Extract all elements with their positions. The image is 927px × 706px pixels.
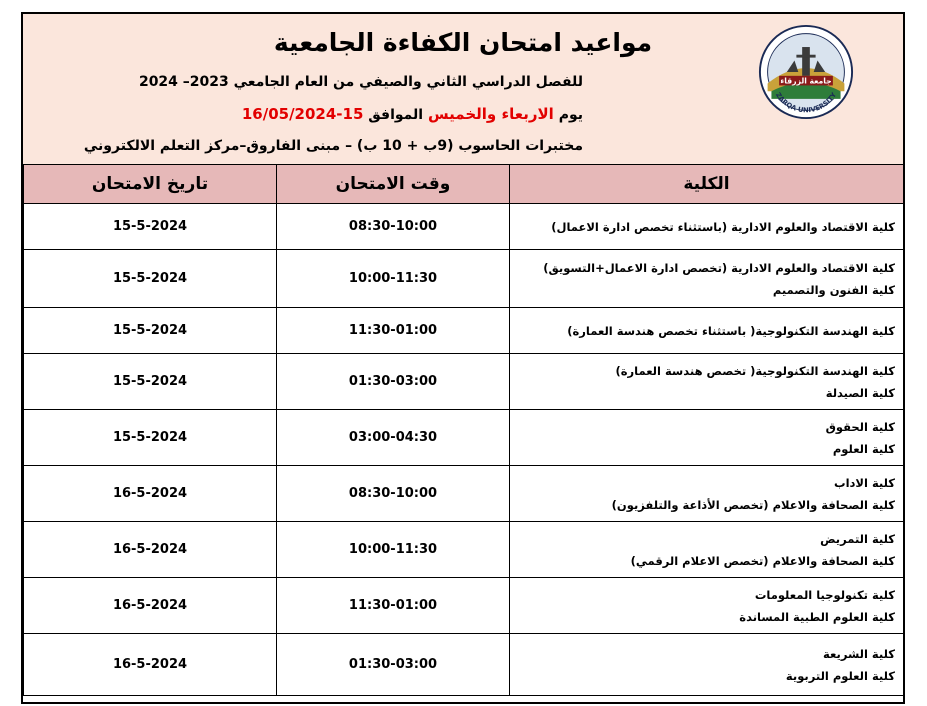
date-cell: 15-5-2024 — [24, 308, 277, 354]
date-cell: 16-5-2024 — [24, 522, 277, 578]
date-cell: 15-5-2024 — [24, 354, 277, 410]
time-cell: 08:30-10:00 — [277, 204, 510, 250]
table-row — [24, 578, 904, 634]
date-cell: 15-5-2024 — [24, 250, 277, 308]
header-faculty: الكلية — [510, 165, 904, 204]
table-body — [24, 204, 904, 696]
date-prefix: الموافق — [368, 107, 424, 123]
time-cell: 01:30-03:00 — [277, 634, 510, 696]
time-cell: 01:30-03:00 — [277, 354, 510, 410]
days-prefix: يوم — [558, 107, 583, 123]
faculty-name: كلية الاداب — [834, 475, 895, 490]
location-line: مختبرات الحاسوب (9ب + 10 ب) – مبنى الفاروق–مركز التعلم الالكتروني — [83, 138, 583, 154]
table-row — [24, 308, 904, 354]
date-highlight: 15-16/05/2024 — [241, 105, 364, 123]
faculty-name: كلية التمريض — [820, 531, 895, 546]
time-cell: 11:30-01:00 — [277, 578, 510, 634]
faculty-name: كلية الصحافة والاعلام (تخصص الاعلام الرقمي) — [630, 553, 895, 568]
logo-arabic-text: جامعة الزرقاء — [780, 76, 832, 86]
faculty-name: كلية الهندسة التكنولوجية( تخصص هندسة العمارة) — [615, 363, 895, 378]
faculty-name: كلية الحقوق — [825, 419, 895, 434]
faculty-name: كلية الاقتصاد والعلوم الادارية (باستثناء تخصص ادارة الاعمال) — [551, 219, 895, 234]
table-row — [24, 634, 904, 696]
faculty-cell — [510, 308, 904, 354]
date-cell: 15-5-2024 — [24, 204, 277, 250]
faculty-cell — [510, 410, 904, 466]
date-cell: 16-5-2024 — [24, 466, 277, 522]
table-row — [24, 250, 904, 308]
date-cell: 16-5-2024 — [24, 578, 277, 634]
table-row — [24, 354, 904, 410]
faculty-cell — [510, 250, 904, 308]
faculty-name: كلية الاقتصاد والعلوم الادارية (تخصص ادارة الاعمال+التسويق) — [543, 260, 895, 275]
table-header-row — [24, 165, 904, 204]
faculty-name: كلية الفنون والتصميم — [772, 282, 895, 297]
faculty-cell — [510, 466, 904, 522]
schedule-table — [23, 164, 904, 696]
time-cell: 10:00-11:30 — [277, 250, 510, 308]
faculty-name: كلية العلوم التربوية — [785, 668, 895, 683]
days-line — [242, 105, 583, 123]
page-title: مواعيد امتحان الكفاءة الجامعية — [273, 28, 653, 57]
days-highlight: الاربعاء والخميس — [427, 105, 554, 123]
time-cell: 10:00-11:30 — [277, 522, 510, 578]
date-cell: 15-5-2024 — [24, 410, 277, 466]
header-time: وقت الامتحان — [277, 165, 510, 204]
table-row — [24, 410, 904, 466]
date-cell: 16-5-2024 — [24, 634, 277, 696]
faculty-cell — [510, 578, 904, 634]
table-row — [24, 204, 904, 250]
time-cell: 03:00-04:30 — [277, 410, 510, 466]
faculty-name: كلية الهندسة التكنولوجية( باستثناء تخصص هندسة العمارة) — [567, 323, 895, 338]
faculty-cell — [510, 204, 904, 250]
faculty-cell — [510, 522, 904, 578]
faculty-name: كلية العلوم الطبية المساندة — [739, 609, 895, 624]
faculty-name: كلية الصحافة والاعلام (تخصص الأذاعة والتلفزيون) — [611, 497, 895, 512]
university-logo — [758, 24, 854, 120]
faculty-name: كلية تكنولوجيا المعلومات — [754, 587, 895, 602]
time-cell: 11:30-01:00 — [277, 308, 510, 354]
semester-line: للفصل الدراسي الثاني والصيفي من العام الجامعي 2023– 2024 — [138, 74, 583, 90]
faculty-name: كلية الشريعة — [823, 646, 895, 661]
header-date: تاريخ الامتحان — [24, 165, 277, 204]
faculty-cell — [510, 354, 904, 410]
faculty-cell — [510, 634, 904, 696]
table-row — [24, 466, 904, 522]
time-cell: 08:30-10:00 — [277, 466, 510, 522]
header-panel — [23, 14, 903, 164]
faculty-name: كلية العلوم — [832, 441, 895, 456]
schedule-sheet — [21, 12, 905, 704]
faculty-name: كلية الصيدلة — [825, 385, 895, 400]
logo-english-text: ZARQA UNIVERSITY — [773, 91, 839, 115]
table-row — [24, 522, 904, 578]
